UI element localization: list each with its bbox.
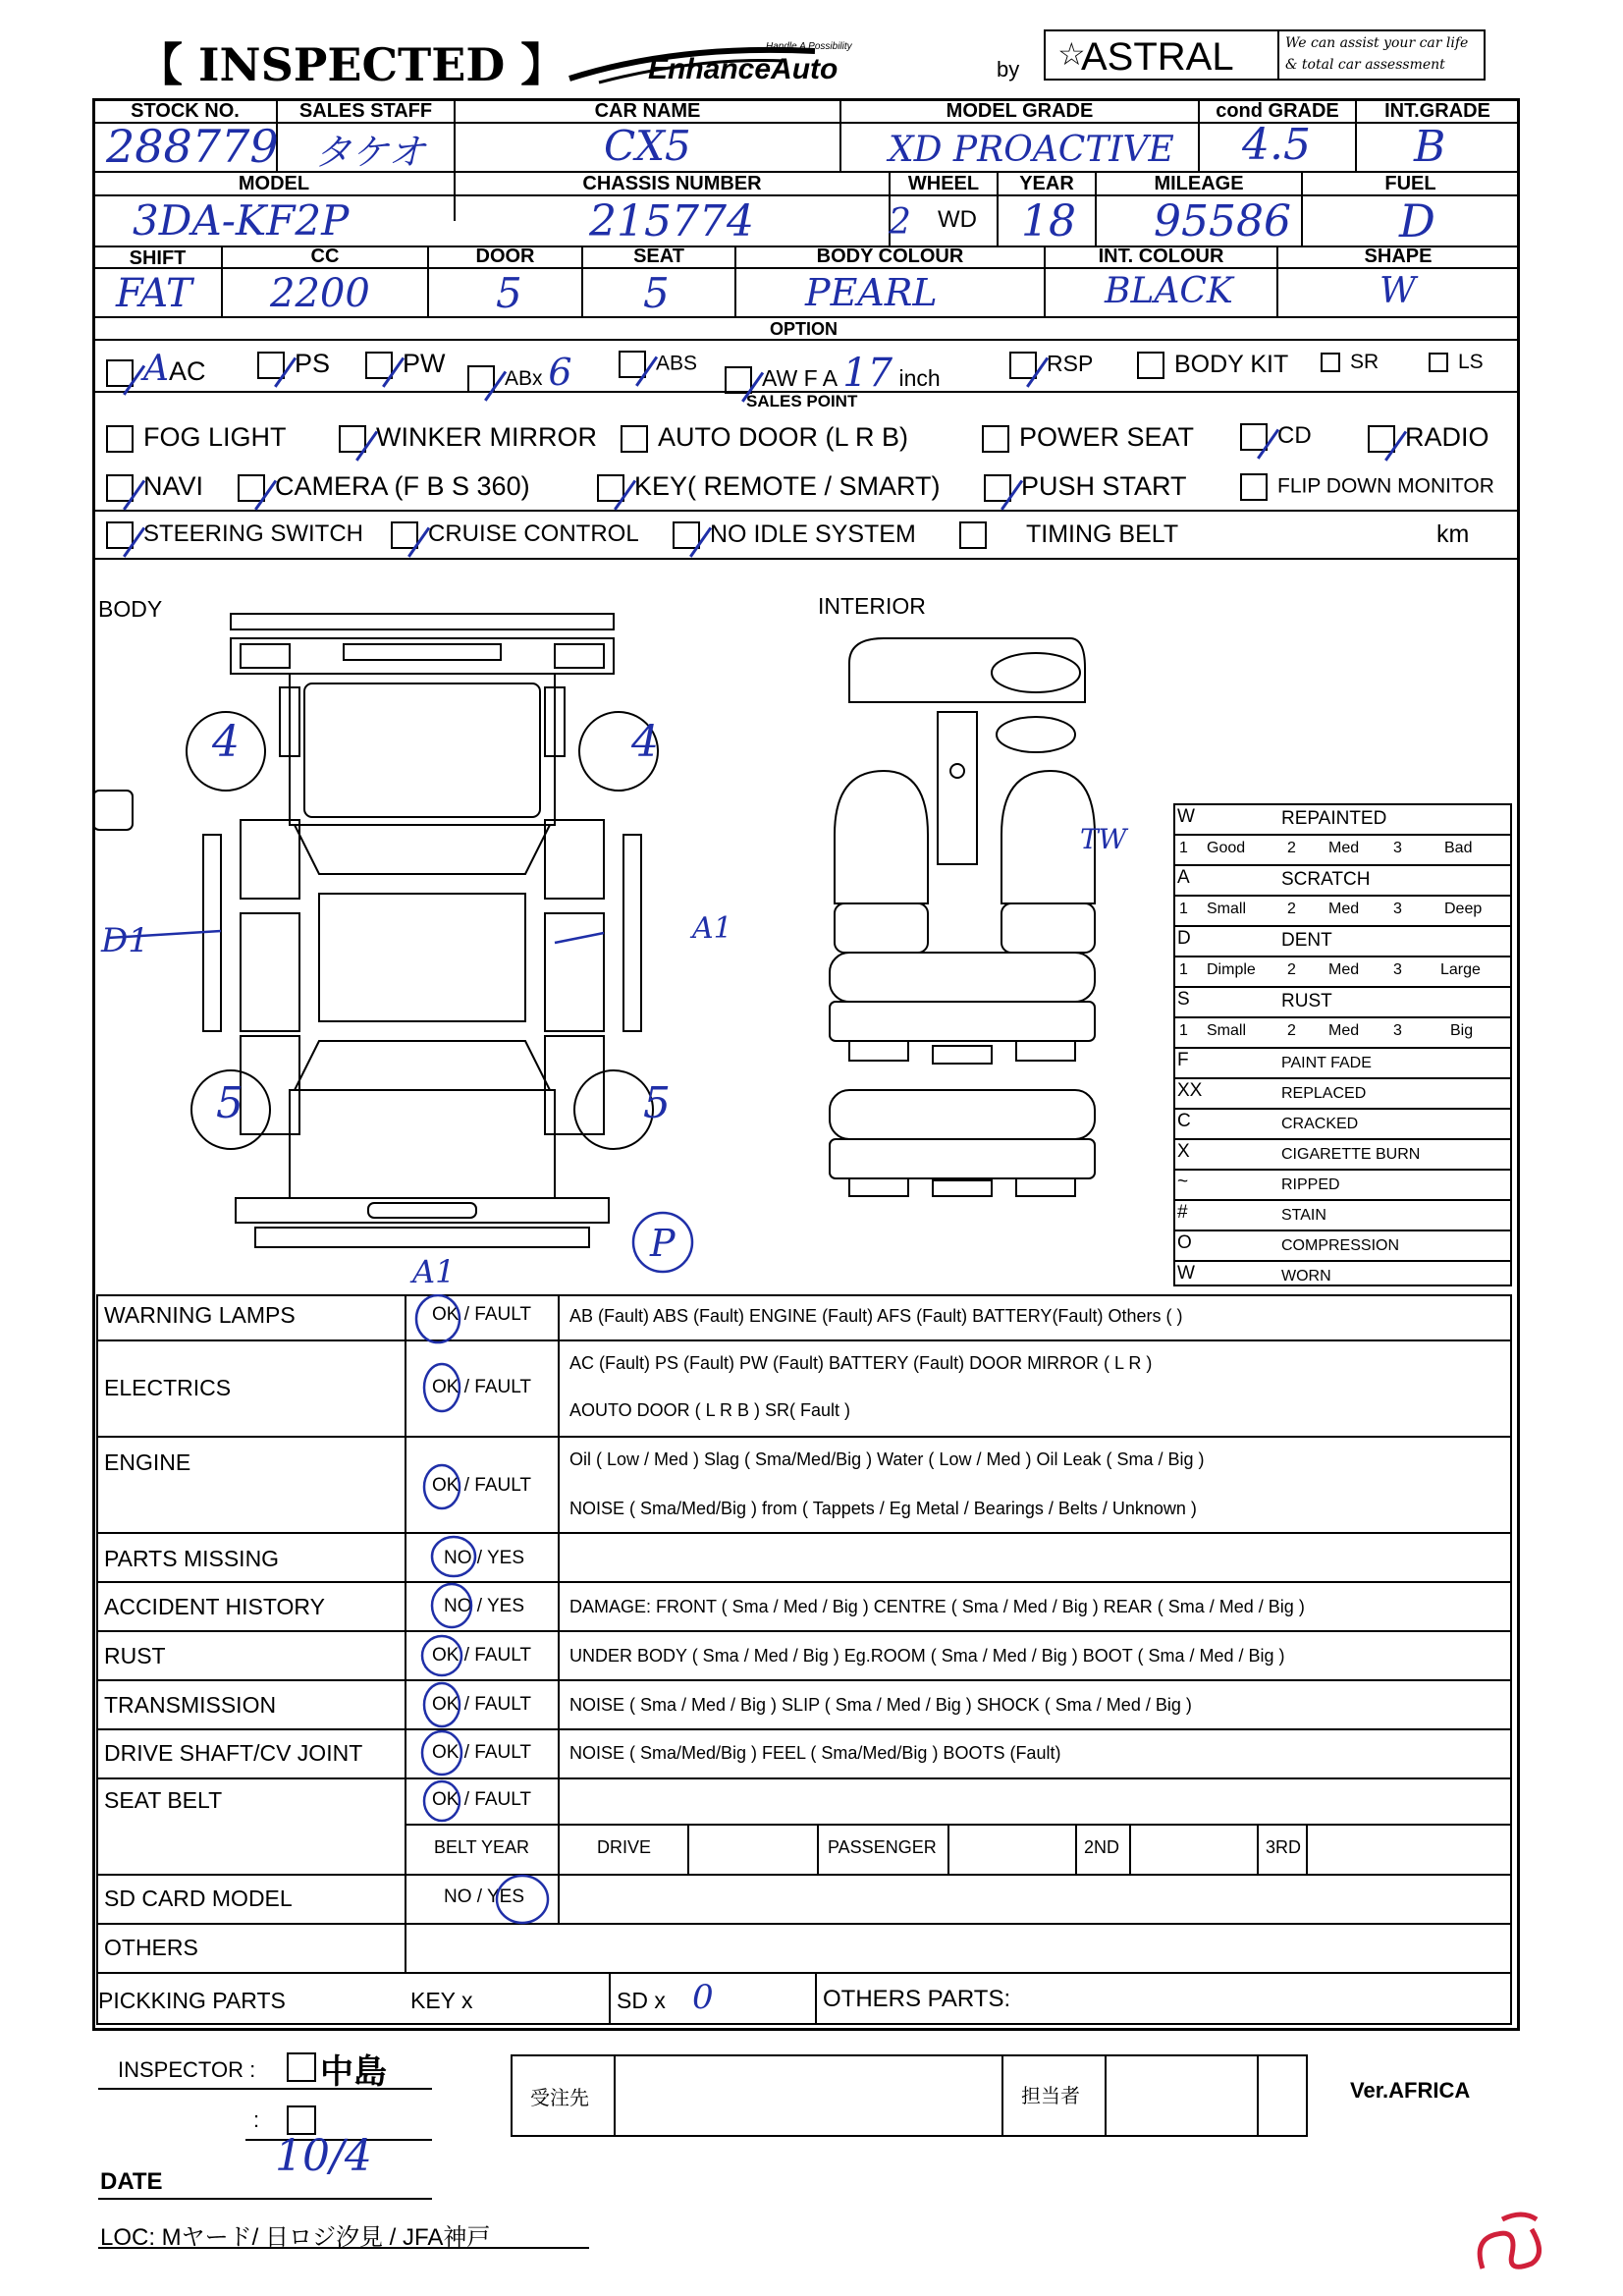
- astral-tagline-2: & total car assessment: [1285, 57, 1445, 73]
- door-label: DOOR: [475, 246, 535, 267]
- damage-mark-a1-right: A1: [692, 911, 732, 946]
- option-label: OPTION: [770, 319, 839, 339]
- shift-label: SHIFT: [129, 247, 187, 269]
- seat-belt-label: SEAT BELT: [104, 1787, 223, 1813]
- key-x-label: KEY x: [410, 1988, 473, 2013]
- electrics-detail-1: AC (Fault) PS (Fault) PW (Fault) BATTERY (Fault) DOOR MIRROR ( L R ): [569, 1353, 1153, 1373]
- accident-history-detail: DAMAGE: FRONT ( Sma / Med / Big ) CENTRE ( Sma / Med / Big ) REAR ( Sma / Med / Big ): [569, 1597, 1305, 1616]
- accident-history-label: ACCIDENT HISTORY: [104, 1594, 325, 1619]
- transmission-label: TRANSMISSION: [104, 1692, 277, 1718]
- checkbox-timing-belt[interactable]: [959, 521, 987, 549]
- engine-status[interactable]: OK / FAULT: [432, 1475, 532, 1496]
- belt-passenger-label: PASSENGER: [828, 1837, 937, 1857]
- sp-fog-light[interactable]: FOG LIGHT: [106, 422, 287, 453]
- belt-3rd-label: 3RD: [1266, 1837, 1302, 1857]
- checkbox-aw[interactable]: [725, 366, 752, 394]
- legend-repainted: W REPAINTED: [1173, 803, 1512, 836]
- date-label: DATE: [100, 2168, 163, 2195]
- checkbox-pw[interactable]: [365, 352, 393, 379]
- sp-no-idle[interactable]: NO IDLE SYSTEM: [673, 520, 916, 549]
- checkbox-cruise-control[interactable]: [391, 521, 418, 549]
- rust-status[interactable]: OK / FAULT: [432, 1645, 532, 1666]
- sp-navi[interactable]: NAVI: [106, 471, 203, 502]
- order-table: [511, 2054, 1308, 2137]
- cc-label: CC: [310, 246, 340, 267]
- door-value: 5: [496, 269, 522, 317]
- legend-cigarette-burn: X CIGARETTE BURN: [1173, 1138, 1512, 1171]
- model-grade-value: XD PROACTIVE: [889, 130, 1174, 170]
- option-sr[interactable]: SR: [1321, 351, 1379, 374]
- checkbox-camera[interactable]: [238, 474, 265, 502]
- others-label: OTHERS: [104, 1935, 198, 1960]
- km-label: km: [1436, 520, 1470, 548]
- checkbox-abx[interactable]: [467, 365, 495, 393]
- engine-detail-1: Oil ( Low / Med ) Slag ( Sma/Med/Big ) Water ( Low / Med ) Oil Leak ( Sma / Big ): [569, 1449, 1205, 1469]
- option-ps[interactable]: PS: [257, 349, 330, 379]
- sd-card-status[interactable]: NO / YES: [444, 1886, 525, 1907]
- tire-rear-right: [574, 1070, 653, 1149]
- legend-compression: O COMPRESSION: [1173, 1230, 1512, 1262]
- electrics-label: ELECTRICS: [104, 1375, 232, 1400]
- parts-missing-label: PARTS MISSING: [104, 1546, 280, 1571]
- wheel-label: WHEEL: [907, 173, 980, 194]
- transmission-status[interactable]: OK / FAULT: [432, 1694, 532, 1715]
- legend-scratch: A SCRATCH: [1173, 864, 1512, 897]
- sp-timing-belt[interactable]: TIMING BELT: [959, 520, 1178, 549]
- damage-mark-a1-bottom: A1: [412, 1253, 456, 1290]
- engine-label: ENGINE: [104, 1449, 191, 1475]
- mileage-label: MILEAGE: [1154, 173, 1244, 194]
- mileage-value: 95586: [1154, 196, 1291, 246]
- sp-cruise-control[interactable]: CRUISE CONTROL: [391, 520, 639, 549]
- sp-auto-door[interactable]: AUTO DOOR (L R B): [621, 422, 908, 453]
- tire-fl-mark: 4: [212, 717, 240, 767]
- checkbox-radio[interactable]: [1368, 425, 1395, 453]
- sp-flip-down[interactable]: FLIP DOWN MONITOR: [1240, 473, 1494, 501]
- legend-stain: # STAIN: [1173, 1199, 1512, 1231]
- interior-label: INTERIOR: [818, 593, 926, 619]
- car-name-value: CX5: [604, 122, 691, 170]
- checkbox-rsp[interactable]: [1009, 352, 1037, 379]
- parts-missing-status[interactable]: NO / YES: [444, 1548, 525, 1568]
- fuel-value: D: [1399, 194, 1435, 247]
- brand-tagline: Handle A Possibility: [766, 41, 852, 52]
- legend-cracked: C CRACKED: [1173, 1108, 1512, 1140]
- body-diagram[interactable]: [93, 599, 702, 1286]
- checkbox-abs[interactable]: [619, 351, 646, 378]
- stock-no-value: 288779: [106, 120, 279, 173]
- electrics-status[interactable]: OK / FAULT: [432, 1377, 532, 1397]
- legend-ripped: ~ RIPPED: [1173, 1169, 1512, 1201]
- engine-detail-2: NOISE ( Sma/Med/Big ) from ( Tappets / Eg Metal / Bearings / Belts / Unknown ): [569, 1499, 1197, 1518]
- brand-name: EnhanceAuto: [648, 53, 839, 85]
- rust-label: RUST: [104, 1643, 166, 1668]
- astral-box: [1044, 29, 1486, 81]
- cc-value: 2200: [270, 271, 370, 316]
- sd-card-label: SD CARD MODEL: [104, 1886, 293, 1911]
- fuel-label: FUEL: [1384, 173, 1436, 194]
- picking-parts-label: PICKKING PARTS: [98, 1988, 286, 2013]
- belt-2nd-label: 2ND: [1084, 1837, 1120, 1857]
- int-colour-label: INT. COLOUR: [1098, 246, 1224, 267]
- legend-replaced: XX REPLACED: [1173, 1077, 1512, 1110]
- electrics-detail-2: AOUTO DOOR ( L R B ) SR( Fault ): [569, 1400, 851, 1420]
- rust-detail: UNDER BODY ( Sma / Med / Big ) Eg.ROOM ( Sma / Med / Big ) BOOT ( Sma / Med / Big ): [569, 1646, 1285, 1666]
- second-colon: :: [253, 2107, 260, 2132]
- model-label: MODEL: [238, 173, 310, 194]
- shape-value: W: [1380, 271, 1417, 311]
- checkbox-auto-door[interactable]: [621, 425, 648, 453]
- inspector-name: 中島: [320, 2053, 387, 2091]
- legend-scratch-scale: 1 Small 2 Med 3 Deep: [1173, 895, 1512, 927]
- checkbox-sr[interactable]: [1321, 353, 1340, 372]
- sales-point-label: SALES POINT: [746, 392, 858, 410]
- seat-value: 5: [643, 269, 670, 317]
- option-rsp[interactable]: RSP: [1009, 351, 1093, 379]
- sd-x-value: 0: [692, 1978, 714, 2017]
- warning-lamps-status[interactable]: OK / FAULT: [432, 1304, 532, 1325]
- checkbox-cd[interactable]: [1240, 423, 1268, 451]
- location-line: LOC: Mヤード/ 日ロジ汐見 / JFA神戸: [100, 2224, 491, 2251]
- transmission-detail: NOISE ( Sma / Med / Big ) SLIP ( Sma / Med / Big ) SHOCK ( Sma / Med / Big ): [569, 1695, 1192, 1715]
- by-label: by: [997, 57, 1020, 82]
- option-body-kit[interactable]: BODY KIT: [1137, 351, 1288, 379]
- star-icon: ☆: [1057, 36, 1086, 72]
- option-abs[interactable]: ABS: [619, 351, 697, 378]
- juchu-label: 受注先: [530, 2088, 589, 2109]
- option-aw[interactable]: AW F A 17 inch: [725, 351, 941, 396]
- version-label: Ver.AFRICA: [1350, 2078, 1471, 2103]
- legend-worn: W WORN: [1177, 1263, 1331, 1285]
- sp-cd[interactable]: CD: [1240, 422, 1312, 451]
- astral-tagline-1: We can assist your car life: [1285, 35, 1469, 51]
- stock-no-label: STOCK NO.: [131, 100, 240, 122]
- body-colour-label: BODY COLOUR: [816, 246, 964, 267]
- sp-key[interactable]: KEY( REMOTE / SMART): [597, 471, 941, 502]
- int-grade-value: B: [1414, 122, 1446, 172]
- drive-shaft-detail: NOISE ( Sma/Med/Big ) FEEL ( Sma/Med/Big ) BOOTS (Fault): [569, 1743, 1061, 1763]
- model-value: 3DA-KF2P: [133, 196, 350, 245]
- status-circles: [403, 1294, 579, 1933]
- astral-name: ASTRAL: [1081, 35, 1234, 79]
- option-pw[interactable]: PW: [365, 349, 446, 379]
- car-name-label: CAR NAME: [594, 100, 701, 122]
- wheel-unit: WD: [938, 206, 977, 233]
- drive-shaft-label: DRIVE SHAFT/CV JOINT: [104, 1740, 363, 1766]
- sp-radio[interactable]: RADIO: [1368, 422, 1489, 453]
- interior-diagram[interactable]: [815, 629, 1109, 1198]
- inspector-checkbox[interactable]: [287, 2052, 316, 2082]
- inspected-title: 【 INSPECTED 】: [137, 38, 567, 91]
- seat-label: SEAT: [633, 246, 684, 267]
- damage-mark-d1: D1: [101, 921, 149, 960]
- sp-camera[interactable]: CAMERA (F B S 360): [238, 471, 530, 502]
- legend-rust-scale: 1 Small 2 Med 3 Big: [1173, 1016, 1512, 1049]
- sales-staff-label: SALES STAFF: [298, 100, 433, 122]
- tire-rl-mark: 5: [216, 1078, 243, 1128]
- sp-winker-mirror[interactable]: WINKER MIRROR: [339, 422, 597, 453]
- body-label: BODY: [98, 596, 163, 622]
- legend-rust: S RUST: [1173, 986, 1512, 1018]
- checkbox-ls[interactable]: [1429, 353, 1448, 372]
- interior-mark-tw: TW: [1080, 823, 1127, 855]
- checkbox-steering-switch[interactable]: [106, 521, 134, 549]
- cond-grade-label: cond GRADE: [1216, 100, 1339, 122]
- option-abx[interactable]: ABx 6: [467, 351, 572, 394]
- drive-shaft-status[interactable]: OK / FAULT: [432, 1742, 532, 1763]
- inspector-label: INSPECTOR :: [118, 2057, 256, 2082]
- option-ls[interactable]: LS: [1429, 351, 1484, 374]
- sp-power-seat[interactable]: POWER SEAT: [982, 422, 1194, 453]
- belt-drive-label: DRIVE: [597, 1837, 652, 1857]
- int-grade-label: INT.GRADE: [1384, 100, 1490, 122]
- pearl-mark-p: P: [650, 1222, 676, 1265]
- checkbox-no-idle[interactable]: [673, 521, 700, 549]
- red-signature-stamp: [1463, 2200, 1551, 2288]
- tanto-label: 担当者: [1021, 2086, 1080, 2107]
- checkbox-navi[interactable]: [106, 474, 134, 502]
- wheel-value: 2: [889, 202, 911, 243]
- sd-x-label: SD x: [617, 1988, 666, 2013]
- year-value: 18: [1021, 196, 1076, 246]
- accident-history-status[interactable]: NO / YES: [444, 1596, 525, 1616]
- legend-dent: D DENT: [1173, 925, 1512, 957]
- option-ac[interactable]: AAC: [106, 349, 206, 389]
- tire-rr-mark: 5: [643, 1078, 671, 1128]
- shift-value: FAT: [116, 271, 192, 316]
- warning-lamps-label: WARNING LAMPS: [104, 1302, 296, 1328]
- checkbox-ps[interactable]: [257, 352, 285, 379]
- sales-staff-value: タケオ: [314, 131, 426, 174]
- checkbox-winker-mirror[interactable]: [339, 425, 366, 453]
- checkbox-fog-light[interactable]: [106, 425, 134, 453]
- year-label: YEAR: [1019, 173, 1074, 194]
- legend-paint-fade: F PAINT FADE: [1173, 1047, 1512, 1079]
- checkbox-key[interactable]: [597, 474, 624, 502]
- legend-dent-scale: 1 Dimple 2 Med 3 Large: [1173, 956, 1512, 988]
- tire-fr-mark: 4: [631, 717, 659, 767]
- belt-year-label: BELT YEAR: [434, 1837, 530, 1857]
- checkbox-ac[interactable]: [106, 359, 134, 387]
- cond-grade-value: 4.5: [1242, 120, 1311, 170]
- seat-belt-status[interactable]: OK / FAULT: [432, 1789, 532, 1810]
- checkbox-flip-down[interactable]: [1240, 473, 1268, 501]
- enhance-auto-logo: [560, 39, 943, 86]
- int-colour-value: BLACK: [1105, 271, 1233, 311]
- body-colour-value: PEARL: [805, 271, 938, 314]
- sp-steering-switch[interactable]: STEERING SWITCH: [106, 520, 363, 549]
- chassis-label: CHASSIS NUMBER: [582, 173, 762, 194]
- checkbox-body-kit[interactable]: [1137, 352, 1164, 379]
- legend-repainted-scale: 1 Good 2 Med 3 Bad: [1173, 834, 1512, 866]
- sp-push-start[interactable]: PUSH START: [984, 471, 1187, 502]
- model-grade-label: MODEL GRADE: [946, 100, 1094, 122]
- checkbox-push-start[interactable]: [984, 474, 1011, 502]
- chassis-value: 215774: [589, 196, 754, 246]
- warning-lamps-detail: AB (Fault) ABS (Fault) ENGINE (Fault) AFS (Fault) BATTERY(Fault) Others ( ): [569, 1306, 1183, 1326]
- checkbox-power-seat[interactable]: [982, 425, 1009, 453]
- shape-label: SHAPE: [1364, 246, 1433, 267]
- date-value: 10/4: [275, 2131, 372, 2181]
- others-parts-label: OTHERS PARTS:: [823, 1986, 1011, 2012]
